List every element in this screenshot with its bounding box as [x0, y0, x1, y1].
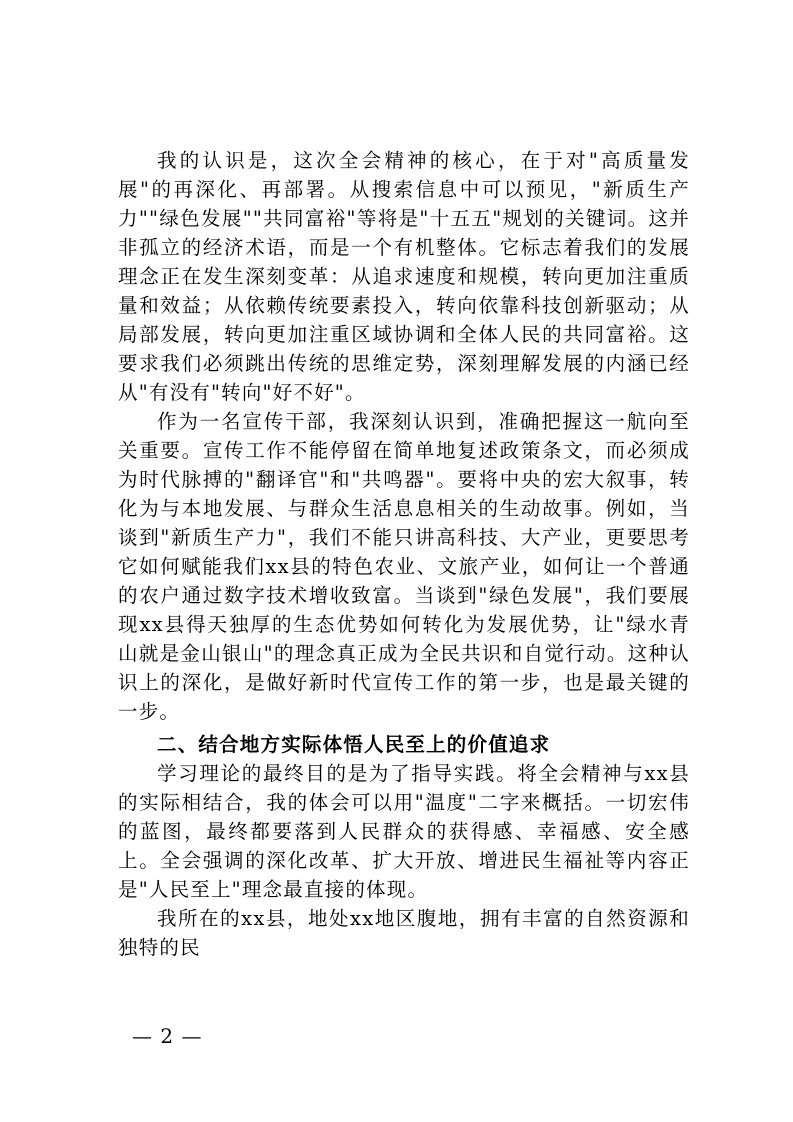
body-paragraph: 作为一名宣传干部，我深刻认识到，准确把握这一航向至关重要。宣传工作不能停留在简单地复述政策条文，而必须成为时代脉搏的"翻译官"和"共鸣器"。要将中央的宏大叙事，转化为与本地发展、与群众生活息息相关的生动故事。例如，当谈到"新质生产力"，我们不能只讲高科技、大产业，更要思考它如何赋能我们xx县的特色农业、文旅产业，如何让一个普通的农户通过数字技术增收致富。当谈到"绿色发展"，我们要展现xx县得天独厚的生态优势如何转化为发展优势，让"绿水青山就是金山银山"的理念真正成为全民共识和自觉行动。这种认识上的深化，是做好新时代宣传工作的第一步，也是最关键的一步。 — [118, 410, 690, 723]
document-body — [118, 146, 690, 962]
page-number: — 2 — — [132, 1024, 203, 1048]
body-paragraph: 我所在的xx县，地处xx地区腹地，拥有丰富的自然资源和独特的民 — [118, 907, 690, 959]
body-paragraph: 我的认识是，这次全会精神的核心，在于对"高质量发展"的再深化、再部署。从搜索信息中可以预见，"新质生产力""绿色发展""共同富裕"等将是"十五五"规划的关键词。这并非孤立的经济术语，而是一个有机整体。它标志着我们的发展理念正在发生深刻变革：从追求速度和规模，转向更加注重质量和效益；从依赖传统要素投入，转向依靠科技创新驱动；从局部发展，转向更加注重区域协调和全体人民的共同富裕。这要求我们必须跳出传统的思维定势，深刻理解发展的内涵已经从"有没有"转向"好不好"。 — [118, 149, 690, 404]
section-heading: 二、结合地方实际体悟人民至上的价值追求 — [157, 733, 551, 756]
body-paragraph: 学习理论的最终目的是为了指导实践。将全会精神与xx县的实际相结合，我的体会可以用"温度"二字来概括。一切宏伟的蓝图，最终都要落到人民群众的获得感、幸福感、安全感上。全会强调的深化改革、扩大开放、增进民生福祉等内容正是"人民至上"理念最直接的体现。 — [118, 762, 690, 901]
